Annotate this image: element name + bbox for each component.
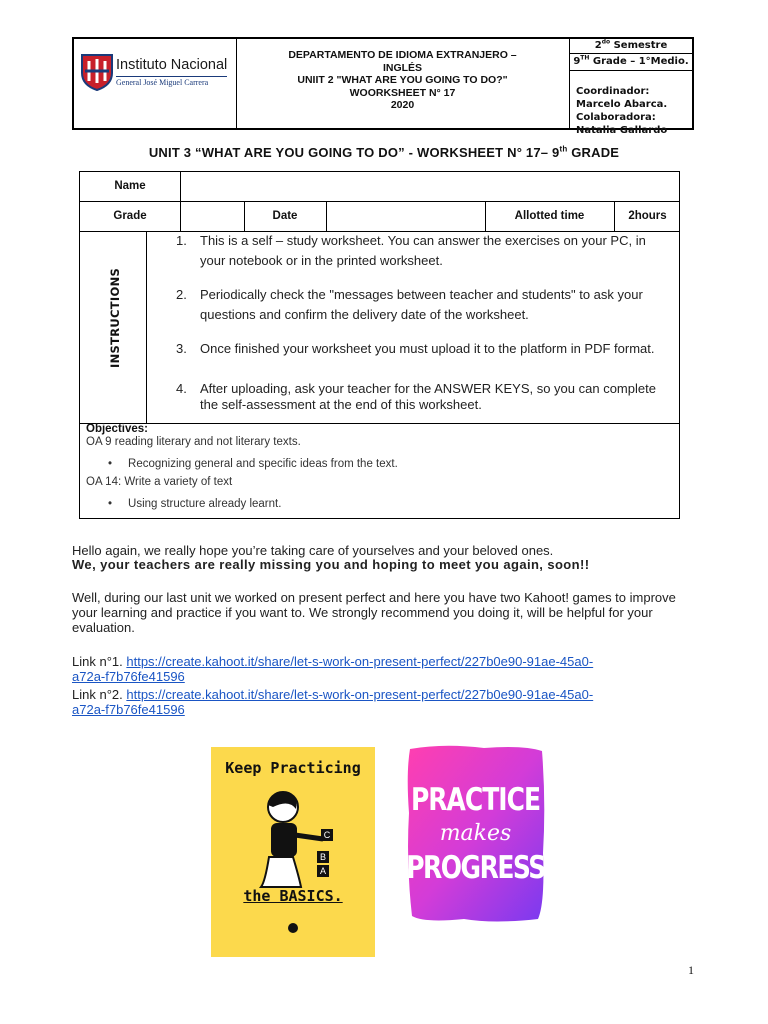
hello-paragraph: Hello again, we really hope you’re taking care of yourselves and your beloved ones.: [72, 543, 554, 558]
grade-text: Grade – 1°Medio.: [592, 56, 689, 67]
dept-line-1: DEPARTAMENTO DE IDIOMA EXTRANJERO –: [288, 49, 517, 61]
instruction-4: [176, 381, 673, 413]
well-paragraph: Well, during our last unit we worked on present perfect and here you have two Kahoot! games to improve your learning and practice if you want to. We strongly recommend you doing it, will be helpful for your evaluation.: [72, 590, 676, 635]
header-table: [72, 37, 694, 136]
instructions-label: INSTRUCTIONS: [108, 267, 122, 368]
dept-line-2: INGLÉS: [382, 61, 423, 74]
poster2-line-1: PRACTICE: [410, 781, 541, 818]
poster2-line-3: PROGRESS: [406, 849, 545, 886]
instruction-2-number: 2.: [176, 287, 187, 302]
date-field[interactable]: [327, 202, 485, 231]
allotted-time-label: Allotted time: [514, 210, 585, 222]
link-1-url-part-1[interactable]: https://create.kahoot.it/share/let-s-work-on-present-perfect/227b0e90-91ae-45a0-: [126, 654, 594, 669]
grade-number: 9: [573, 56, 581, 67]
school-name: Instituto Nacional: [116, 57, 228, 73]
grade-label: Grade: [113, 210, 147, 222]
unit-title: [0, 145, 768, 160]
link-2-label: Link n°2.: [72, 687, 123, 702]
block-a: A: [317, 865, 329, 877]
block-c: C: [321, 829, 333, 841]
semester-sup: do: [601, 38, 611, 46]
school-crest-icon: [80, 53, 114, 91]
info-cell: [570, 38, 692, 136]
collaborator: Colaboradora: Natalia Gallardo: [576, 112, 668, 136]
page-number: 1: [688, 963, 694, 977]
dept-line-4: WOORKSHEET N° 17: [349, 86, 456, 99]
instruction-1-number: 1.: [176, 233, 187, 248]
missing-paragraph: We, your teachers are really missing you and hoping to meet you again, soon!!: [72, 557, 590, 572]
link-1-url-part-2[interactable]: a72a-f7b76fe41596: [72, 669, 185, 684]
instruction-2-text: Periodically check the "messages between teacher and students" to ask your questions and confirm the delivery date of the worksheet.: [200, 287, 643, 322]
staff-row: [570, 71, 692, 137]
objective-oa14-bullet-text: Using structure already learnt.: [128, 498, 282, 510]
grade-sup: TH: [580, 54, 590, 62]
instruction-3-text: Once finished your worksheet you must upload it to the platform in PDF format.: [200, 341, 655, 356]
poster1-bottom-text: the BASICS.: [243, 887, 343, 905]
dept-line-5: 2020: [390, 99, 415, 111]
block-b: B: [317, 851, 329, 863]
name-field[interactable]: [181, 172, 679, 201]
school-subtitle: General José Miguel Carrera: [116, 76, 227, 87]
dept-line-3: UNIIT 2 "WHAT ARE YOU GOING TO DO?": [297, 74, 508, 86]
link-2[interactable]: [72, 687, 593, 717]
practice-makes-progress-poster: [404, 743, 547, 923]
grade-row: [570, 54, 692, 71]
instruction-4-text: After uploading, ask your teacher for the ANSWER KEYS, so you can complete the self-assessment at the end of this worksheet.: [200, 381, 656, 412]
poster1-dot: [288, 923, 298, 933]
department-cell: [236, 39, 570, 128]
objective-oa9-bullet-text: Recognizing general and specific ideas from the text.: [128, 458, 398, 470]
coordinator: Coordinador: Marcelo Abarca.: [576, 86, 668, 110]
instruction-1-text: This is a self – study worksheet. You can answer the exercises on your PC, in your notebook or in the printed worksheet.: [200, 233, 646, 268]
student-form-table: [79, 171, 680, 519]
name-label: Name: [114, 180, 146, 192]
school-logo-cell: [74, 39, 237, 128]
semester-row: [570, 39, 692, 54]
objective-oa9-bullet: • Recognizing general and specific ideas from the text.: [108, 458, 398, 470]
objective-oa14-bullet: • Using structure already learnt.: [108, 498, 282, 510]
allotted-time-value: 2hours: [628, 210, 667, 222]
poster2-line-2: makes: [439, 821, 512, 846]
semester-text: Semestre: [613, 40, 668, 51]
objective-oa14: OA 14: Write a variety of text: [86, 476, 233, 488]
keep-practicing-poster: [211, 747, 375, 957]
school-logo-text: [116, 57, 227, 87]
instruction-2: [176, 285, 673, 325]
link-1[interactable]: [72, 654, 593, 684]
link-2-url-part-1[interactable]: https://create.kahoot.it/share/let-s-work-on-present-perfect/227b0e90-91ae-45a0-: [126, 687, 594, 702]
unit-title-main: UNIT 3 “WHAT ARE YOU GOING TO DO” - WORKSHEET N° 17– 9: [148, 145, 560, 160]
link-2-paragraph: [72, 687, 712, 717]
unit-title-sup: th: [559, 144, 568, 154]
grade-field[interactable]: [181, 202, 244, 231]
poster1-top-text: Keep Practicing: [225, 759, 361, 777]
date-label: Date: [272, 210, 298, 222]
objectives-label: Objectives:: [86, 423, 148, 435]
link-2-url-part-2[interactable]: a72a-f7b76fe41596: [72, 702, 185, 717]
instruction-3-number: 3.: [176, 341, 187, 356]
objective-oa9: OA 9 reading literary and not literary texts.: [86, 436, 301, 448]
link-1-label: Link n°1.: [72, 654, 123, 669]
unit-title-end: GRADE: [567, 145, 620, 160]
semester-number: 2: [594, 40, 602, 51]
instruction-3: [176, 339, 673, 359]
link-1-paragraph: [72, 654, 712, 684]
instruction-1: [176, 231, 673, 271]
instruction-4-number: 4.: [176, 381, 187, 396]
